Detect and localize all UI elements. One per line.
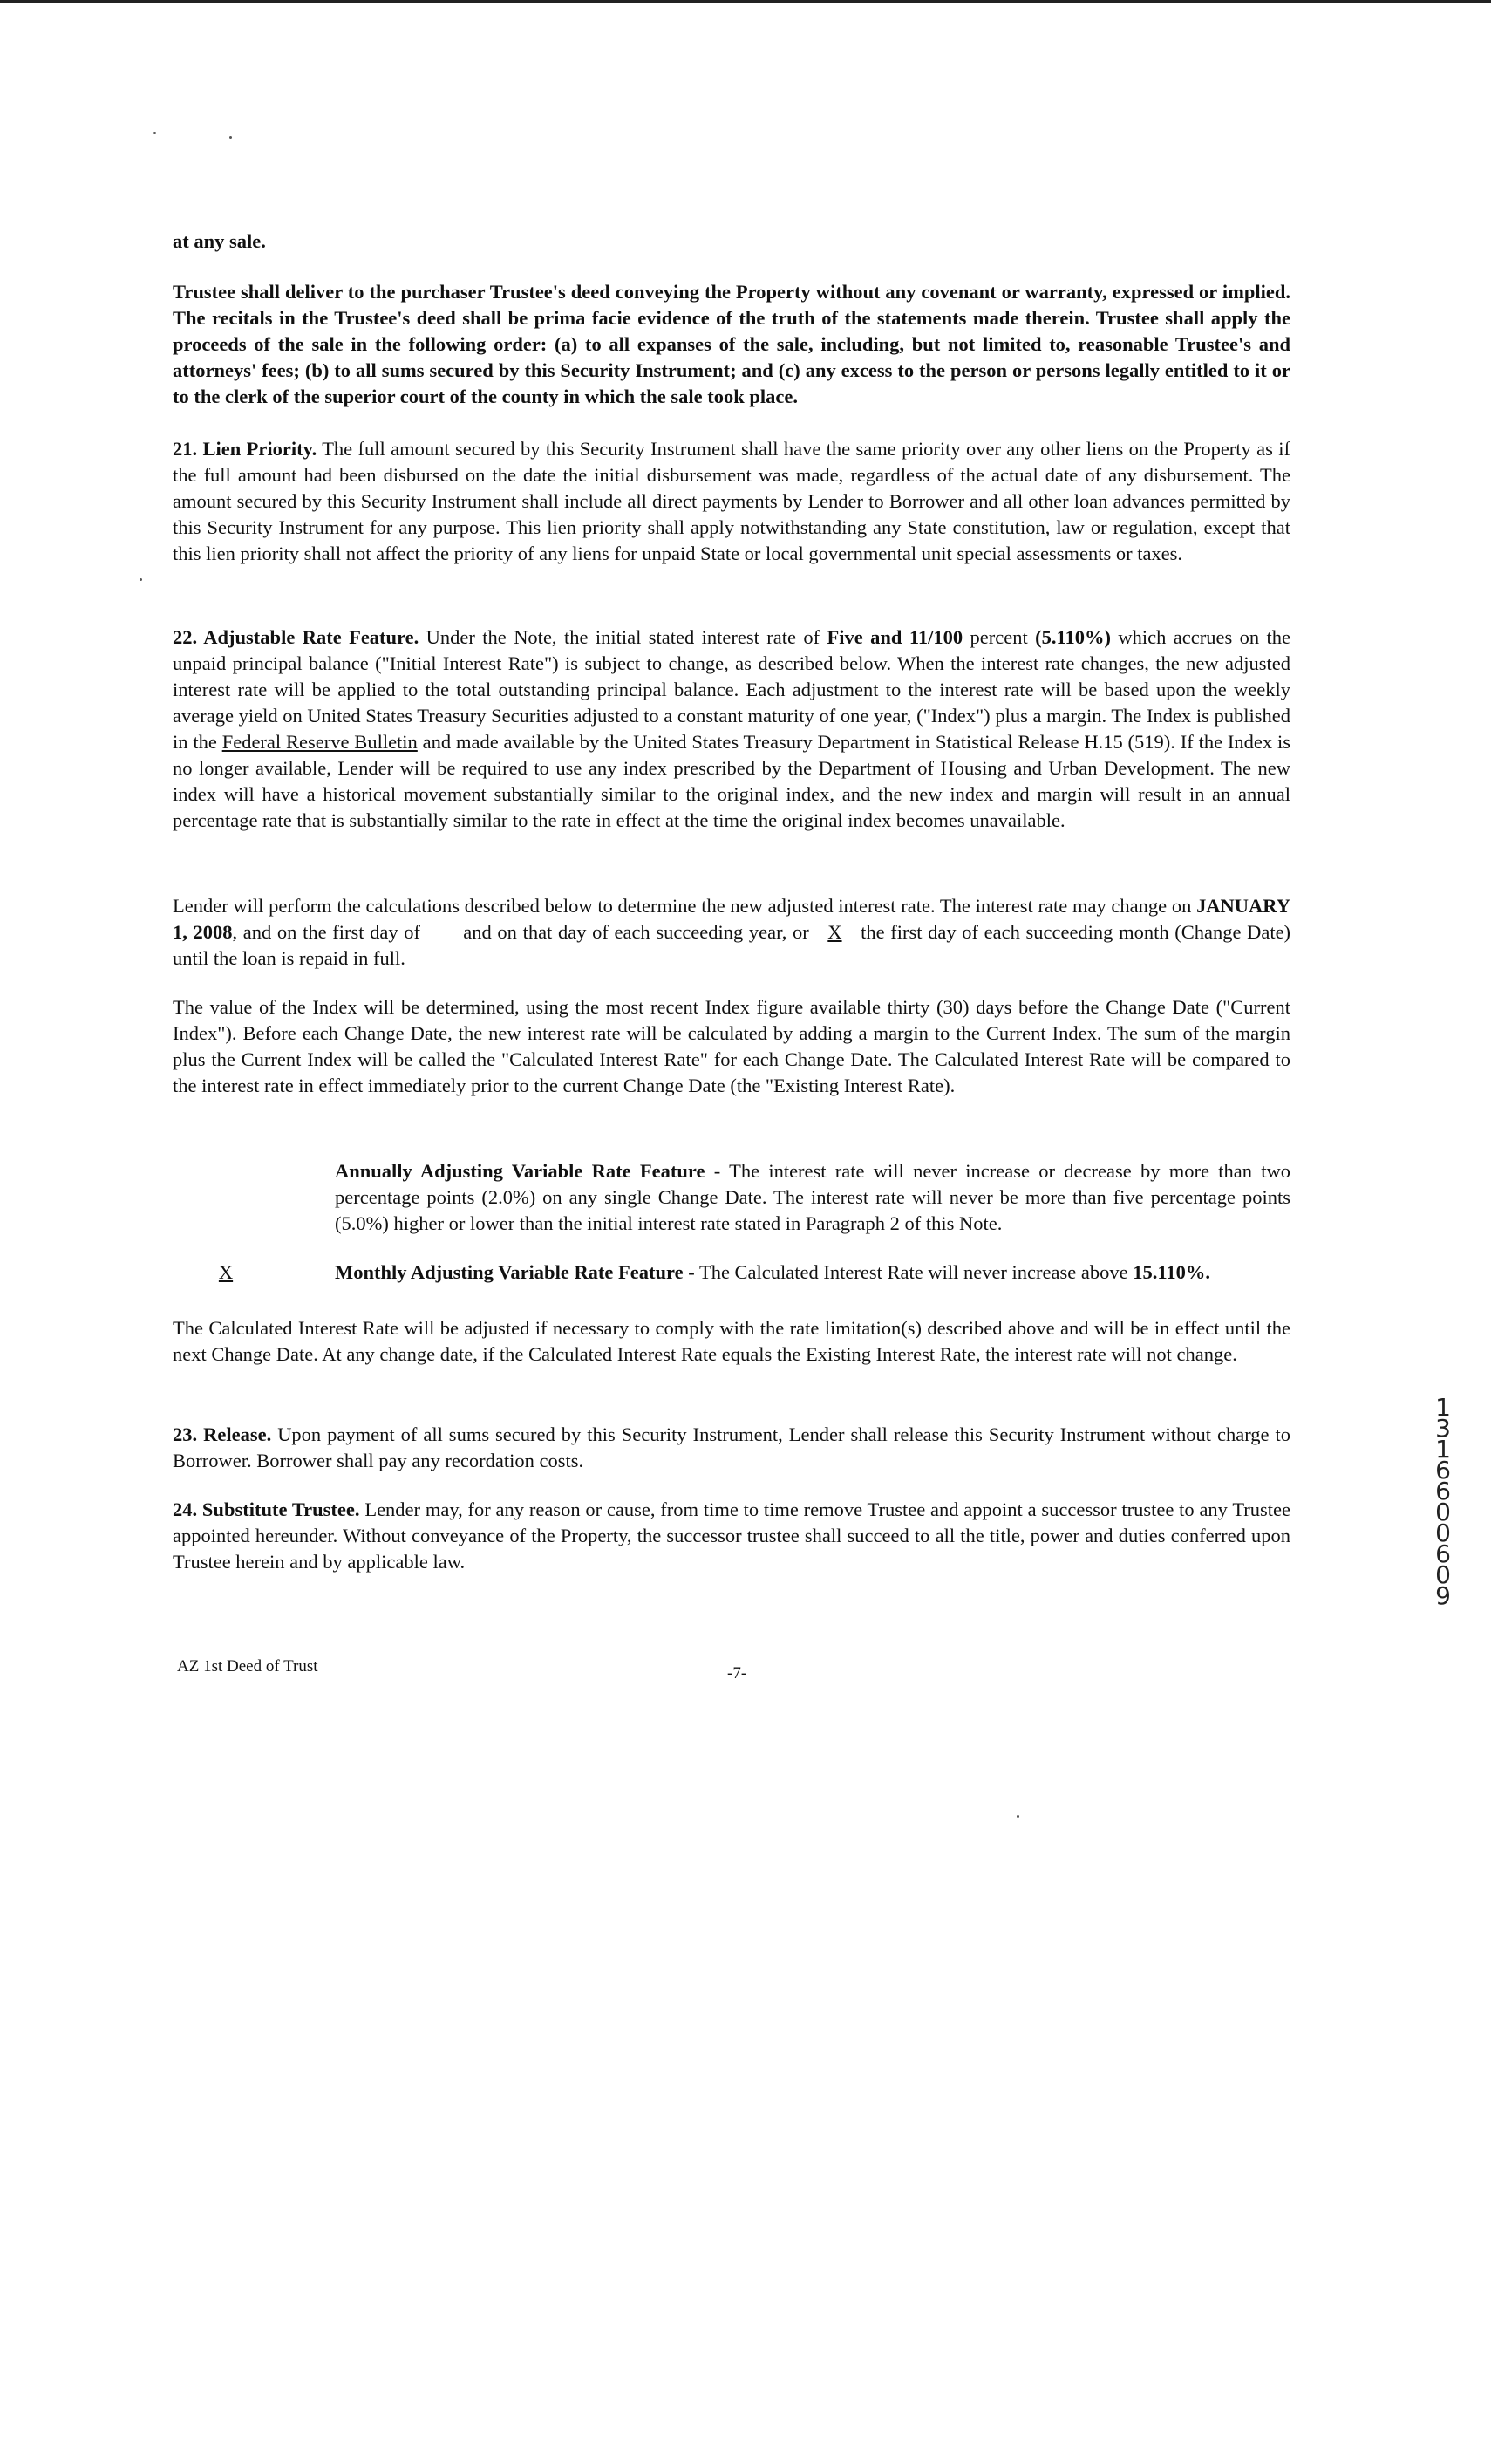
recording-digit: 0 [1435, 1560, 1451, 1589]
recording-digit: 6 [1435, 1456, 1451, 1485]
section-24-heading: 24. Substitute Trustee. [173, 1498, 360, 1520]
percent-word: percent [970, 626, 1028, 648]
initial-rate-words: Five and 11/100 [827, 626, 963, 648]
section-23-body: Upon payment of all sums secured by this Security Instrument, Lender shall release this Security Instrument without charge to Borrower. Borrower shall pay any recordation costs. [173, 1423, 1291, 1471]
initial-rate-number: (5.110%) [1035, 626, 1111, 648]
annual-option-body: - The interest rate will never increase or decrease by more than two percentage points (2.0%) on any single Change Date. The interest rate will never be more than five percentage points (5.0%) higher or lower than the initial interest rate stated in Paragraph 2 of this Note. [335, 1160, 1290, 1234]
calculation-paragraph [173, 893, 1290, 972]
recording-digit: 6 [1435, 1539, 1451, 1568]
section-24-body: Lender may, for any reason or cause, from time to time remove Trustee and appoint a successor trustee to any Trustee appointed hereunder. Without conveyance of the Property, the successor trustee shall succeed to all the title, power and duties conferred upon Trustee herein and by applicable law. [173, 1498, 1290, 1573]
recording-digit: 1 [1435, 1435, 1451, 1464]
section-24-substitute-trustee [173, 1497, 1290, 1575]
monthly-option-mark: X [218, 1261, 234, 1283]
recording-digit: 9 [1435, 1581, 1451, 1610]
section-22-text-c: and made available by the United States Treasury Department in Statistical Release H.15 (519). If the Index is no longer available, Lender will be required to use any index prescribed by the Department of Housing and Urban Development. The new index will have a historical movement substantially similar to the original index, and the new index and margin will result in an annual percentage rate that is substantially similar to the rate in effect at the time the original index becomes unavailable. [173, 731, 1290, 831]
annual-option-text [335, 1158, 1290, 1237]
recording-digit: 3 [1435, 1414, 1451, 1443]
footer-page-number: -7- [727, 1664, 747, 1682]
section-22-adjustable-rate [173, 625, 1290, 834]
annual-option-heading: Annually Adjusting Variable Rate Feature [335, 1160, 705, 1182]
calc-text-b: , and on the first day of [232, 921, 420, 943]
adjustment-paragraph: The Calculated Interest Rate will be adjusted if necessary to comply with the rate limitation(s) described above and will be in effect until the next Change Date. At any change date, if the Calculated Interest Rate equals the Existing Interest Rate, the interest rate will not change. [173, 1317, 1290, 1365]
section-21-lien-priority [173, 436, 1290, 567]
first-change-date: JANUARY 1, 2008 [173, 895, 1291, 943]
monthly-option-row [173, 1259, 1290, 1286]
recording-digit: 6 [1435, 1477, 1451, 1505]
calc-text-d: the first day of each succeeding month (Change Date) until the loan is repaid in full. [173, 921, 1291, 969]
monthly-option-text [335, 1259, 1290, 1286]
scan-speck [153, 132, 156, 134]
recording-digit: 0 [1435, 1498, 1451, 1526]
federal-reserve-bulletin: Federal Reserve Bulletin [221, 731, 418, 753]
continuation-text: at any sale. [173, 230, 266, 252]
section-23-release [173, 1422, 1290, 1474]
section-22-text-b: which accrues on the unpaid principal balance ("Initial Interest Rate") is subject to change, as described below. When the interest rate changes, the new adjusted interest rate will be applied to the total outstanding principal balance. Each adjustment to the interest rate will be based upon the weekly average yield on United States Treasury Securities adjusted to a constant maturity of one year, ("Index") plus a margin. The Index is published in the [173, 626, 1291, 753]
section-23-heading: 23. Release. [173, 1423, 272, 1445]
recording-digit: 0 [1435, 1519, 1451, 1547]
rate-cap: 15.110%. [1133, 1261, 1210, 1283]
section-22-text-a: Under the Note, the initial stated interest rate of [426, 626, 820, 648]
annual-option-row [173, 1158, 1290, 1237]
footer-form-name: AZ 1st Deed of Trust [177, 1657, 318, 1676]
scan-speck [1017, 1815, 1019, 1818]
monthly-option-body: - The Calculated Interest Rate will never increase above [683, 1261, 1128, 1283]
scan-speck [140, 578, 142, 581]
scan-edge-line [0, 0, 1491, 3]
scan-speck [229, 136, 232, 139]
recording-number-vertical [1428, 1393, 1458, 1610]
section-21-heading: 21. Lien Priority. [173, 438, 317, 460]
recording-digit: 1 [1435, 1393, 1451, 1422]
section-22-heading: 22. Adjustable Rate Feature. [173, 626, 419, 648]
monthly-option-heading: Monthly Adjusting Variable Rate Feature [335, 1261, 684, 1283]
annual-option-mark [202, 1158, 246, 1184]
monthly-option-blank: X [827, 921, 842, 943]
calc-text-a: Lender will perform the calculations described below to determine the new adjusted interest rate. The interest rate may change on [173, 895, 1192, 917]
section-21-body: The full amount secured by this Security Instrument shall have the same priority over any other liens on the Property as if the full amount had been disbursed on the date the initial disbursement was made, regardless of the actual date of any disbursement. The amount secured by this Security Instrument shall include all direct payments by Lender to Borrower and all other loan advances permitted by this Security Instrument for any purpose. This lien priority shall apply notwithstanding any State constitution, law or regulation, except that this lien priority shall not affect the priority of any liens for unpaid State or local governmental unit special assessments or taxes. [173, 438, 1291, 564]
calc-text-c: and on that day of each succeeding year, or [463, 921, 809, 943]
index-paragraph: The value of the Index will be determined, using the most recent Index figure available thirty (30) days before the Change Date ("Current Index"). Before each Change Date, the new interest rate will be calculated by adding a margin to the Current Index. The sum of the margin plus the Current Index will be called the "Calculated Interest Rate" for each Change Date. The Calculated Interest Rate will be compared to the interest rate in effect immediately prior to the current Change Date (the "Existing Interest Rate). [173, 996, 1290, 1096]
paragraph-trustee-deed: Trustee shall deliver to the purchaser Trustee's deed conveying the Property without any covenant or warranty, expressed or implied. The recitals in the Trustee's deed shall be prima facie evidence of the truth of the statements made therein. Trustee shall apply the proceeds of the sale in the following order: (a) to all expanses of the sale, including, but not limited to, reasonable Trustee's and attorneys' fees; (b) to all sums secured by this Security Instrument; and (c) any excess to the person or persons legally entitled to it or to the clerk of the superior court of the county in which the sale took place. [173, 281, 1290, 407]
